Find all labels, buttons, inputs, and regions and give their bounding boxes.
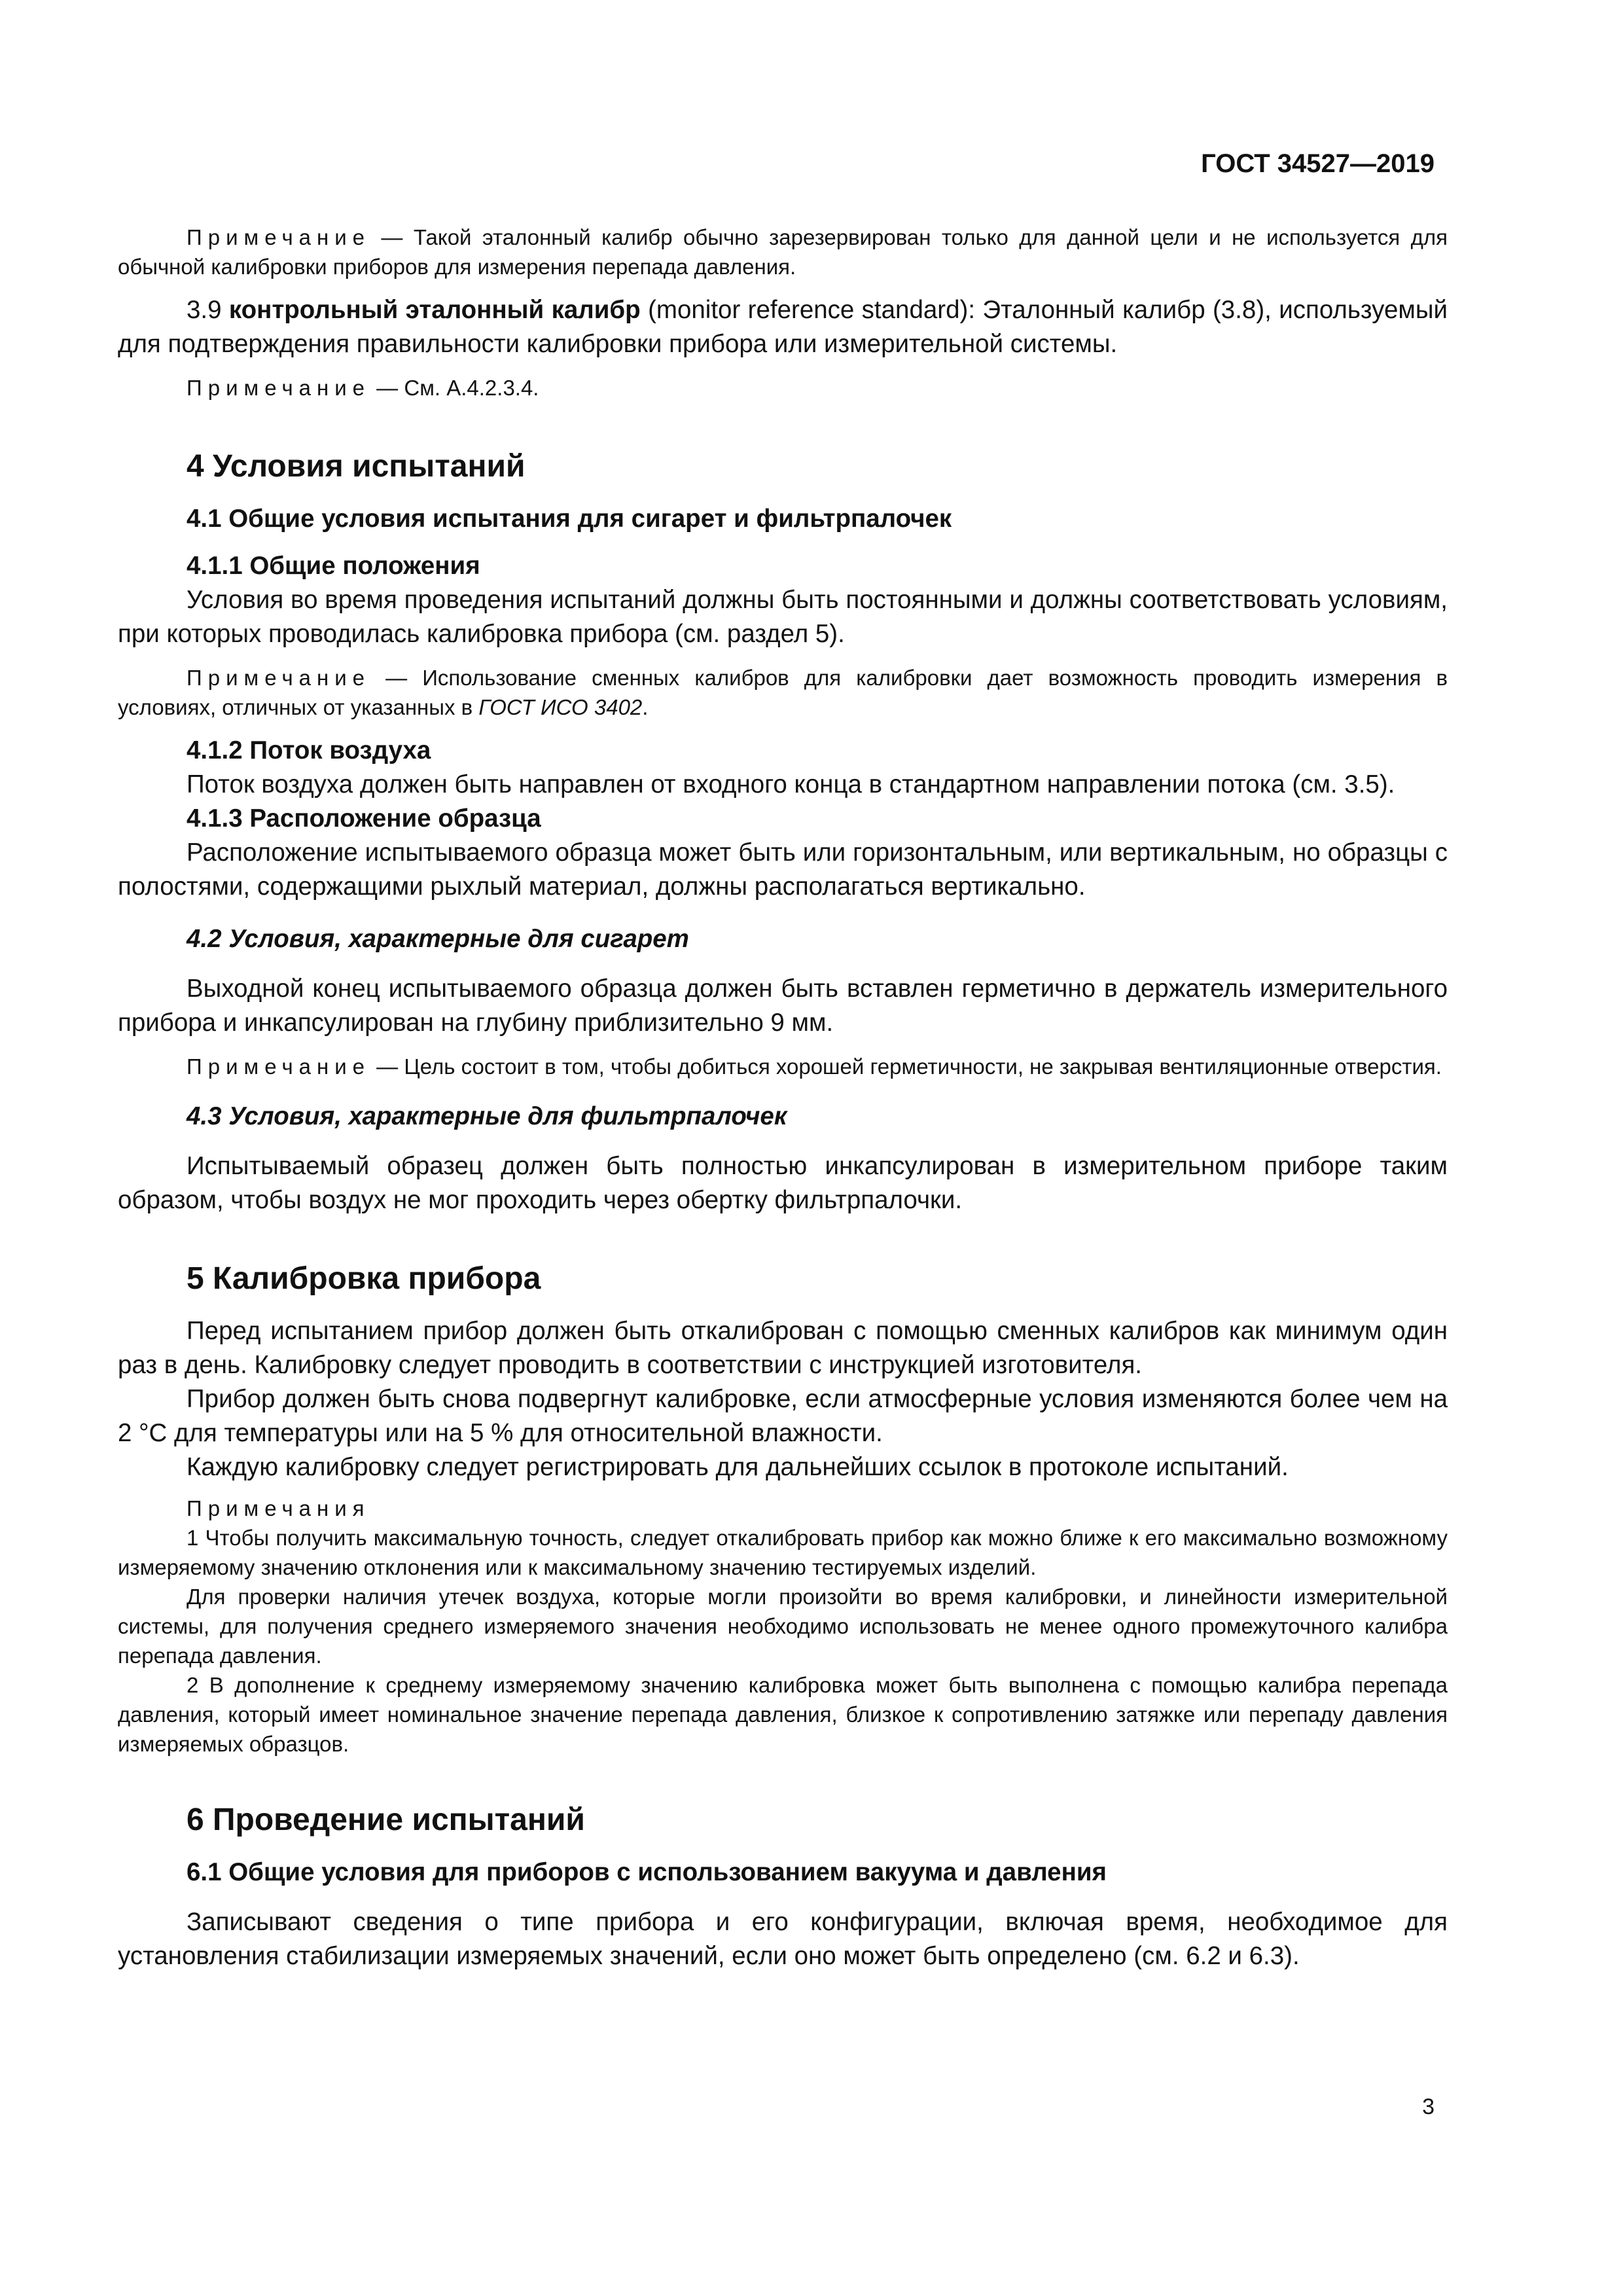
note-3-8-text: Такой эталонный калибр обычно зарезервирован только для данной цели и не используется для обычной калибровки приборов для измерения перепада давления.: [118, 225, 1448, 279]
note-label: Примечание: [187, 376, 371, 400]
section-6-title: 6 Проведение испытаний: [187, 1803, 585, 1837]
definition-3-9: 3.9 контрольный эталонный калибр (monitor reference standard): Эталонный калибр (3.8), используемый для подтверждения правильности калибровки прибора или измерительной системы.: [118, 296, 1448, 358]
document-code: ГОСТ 34527—2019: [1201, 149, 1435, 178]
subsection-6-1-title: 6.1 Общие условия для приборов с использованием вакуума и давления: [187, 1858, 1107, 1886]
note-3-9: Примечание — См. А.4.2.3.4.: [187, 376, 539, 400]
subsection-4-1-3-text: Расположение испытываемого образца может быть или горизонтальным, или вертикальным, но образцы с полостями, содержащими рыхлый материал, должны располагаться вертикально.: [118, 838, 1448, 901]
subsection-4-1-1-text: Условия во время проведения испытаний должны быть постоянными и должны соответствовать условиям, при которых проводилась калибровка прибора (см. раздел 5).: [118, 586, 1448, 648]
note-label: Примечание: [187, 1054, 371, 1079]
subsection-4-1-2-title: 4.1.2 Поток воздуха: [187, 736, 431, 764]
note-4-2: Примечание — Цель состоит в том, чтобы добиться хорошей герметичности, не закрывая вентиляционные отверстия.: [187, 1054, 1442, 1079]
subsection-6-1-text: Записывают сведения о типе прибора и его конфигурации, включая время, необходимое для установления стабилизации измеряемых значений, если оно может быть определено (см. 6.2 и 6.3).: [118, 1908, 1448, 1970]
section-5-paragraph-3: Каждую калибровку следует регистрировать для дальнейших ссылок в протоколе испытаний.: [187, 1453, 1289, 1481]
section-5-note-1: 1 Чтобы получить максимальную точность, следует откалибровать прибор как можно ближе к его максимально возможному измеряемому значению отклонения или к максимальному значению тестируемых изделий.: [118, 1526, 1448, 1579]
subsection-4-1-2-text: Поток воздуха должен быть направлен от входного конца в стандартном направлении потока (см. 3.5).: [187, 770, 1395, 798]
subsection-4-1-1-title: 4.1.1 Общие положения: [187, 552, 480, 580]
note-3-9-text: См. А.4.2.3.4.: [404, 376, 539, 400]
term-3-9: контрольный эталонный калибр: [228, 296, 641, 324]
page-number: 3: [1422, 2094, 1435, 2119]
subsection-4-1-title: 4.1 Общие условия испытания для сигарет и фильтрпалочек: [187, 505, 952, 533]
subsection-4-3-title: 4.3 Условия, характерные для фильтрпалочек: [187, 1102, 787, 1130]
section-5-paragraph-2: Прибор должен быть снова подвергнут калибровке, если атмосферные условия изменяются более чем на 2 °С для температуры или на 5 % для относительной влажности.: [118, 1385, 1448, 1447]
section-5-title: 5 Калибровка прибора: [187, 1261, 541, 1296]
section-5-note-1b: Для проверки наличия утечек воздуха, которые могли произойти во время калибровки, и линейности измерительной системы, для получения среднего измеряемого значения необходимо использовать не менее одного промежуточного калибра перепада давления.: [118, 1585, 1448, 1668]
note-label: Примечание: [187, 666, 371, 690]
notes-heading: Примечания: [187, 1496, 370, 1520]
note-3-8: Примечание — Такой эталонный калибр обычно зарезервирован только для данной цели и не используется для обычной калибровки приборов для измерения перепада давления.: [118, 225, 1448, 279]
section-5-note-2: 2 В дополнение к среднему измеряемому значению калибровка может быть выполнена с помощью калибра перепада давления, который имеет номинальное значение перепада давления, близкое к сопротивлению затяжке или перепаду давления измеряемых образцов.: [118, 1673, 1448, 1756]
subsection-4-2-text: Выходной конец испытываемого образца должен быть вставлен герметично в держатель измерительного прибора и инкапсулирован на глубину приблизительно 9 мм.: [118, 975, 1448, 1037]
section-5-paragraph-1: Перед испытанием прибор должен быть откалиброван с помощью сменных калибров как минимум один раз в день. Калибровку следует проводить в соответствии с инструкцией изготовителя.: [118, 1317, 1448, 1379]
note-4-1-1: Примечание — Использование сменных калибров для калибровки дает возможность проводить измерения в условиях, отличных от указанных в ГОСТ ИСО 3402.: [118, 666, 1448, 719]
note-label: Примечание: [187, 225, 371, 249]
subsection-4-1-3-title: 4.1.3 Расположение образца: [187, 804, 541, 833]
page-content: [118, 223, 1448, 1973]
subsection-4-2-title: 4.2 Условия, характерные для сигарет: [187, 925, 689, 953]
subsection-4-3-text: Испытываемый образец должен быть полностью инкапсулирован в измерительном приборе таким образом, чтобы воздух не мог проходить через обертку фильтрпалочки.: [118, 1152, 1448, 1214]
standard-reference: ГОСТ ИСО 3402: [478, 695, 643, 719]
section-4-title: 4 Условия испытаний: [187, 449, 526, 484]
